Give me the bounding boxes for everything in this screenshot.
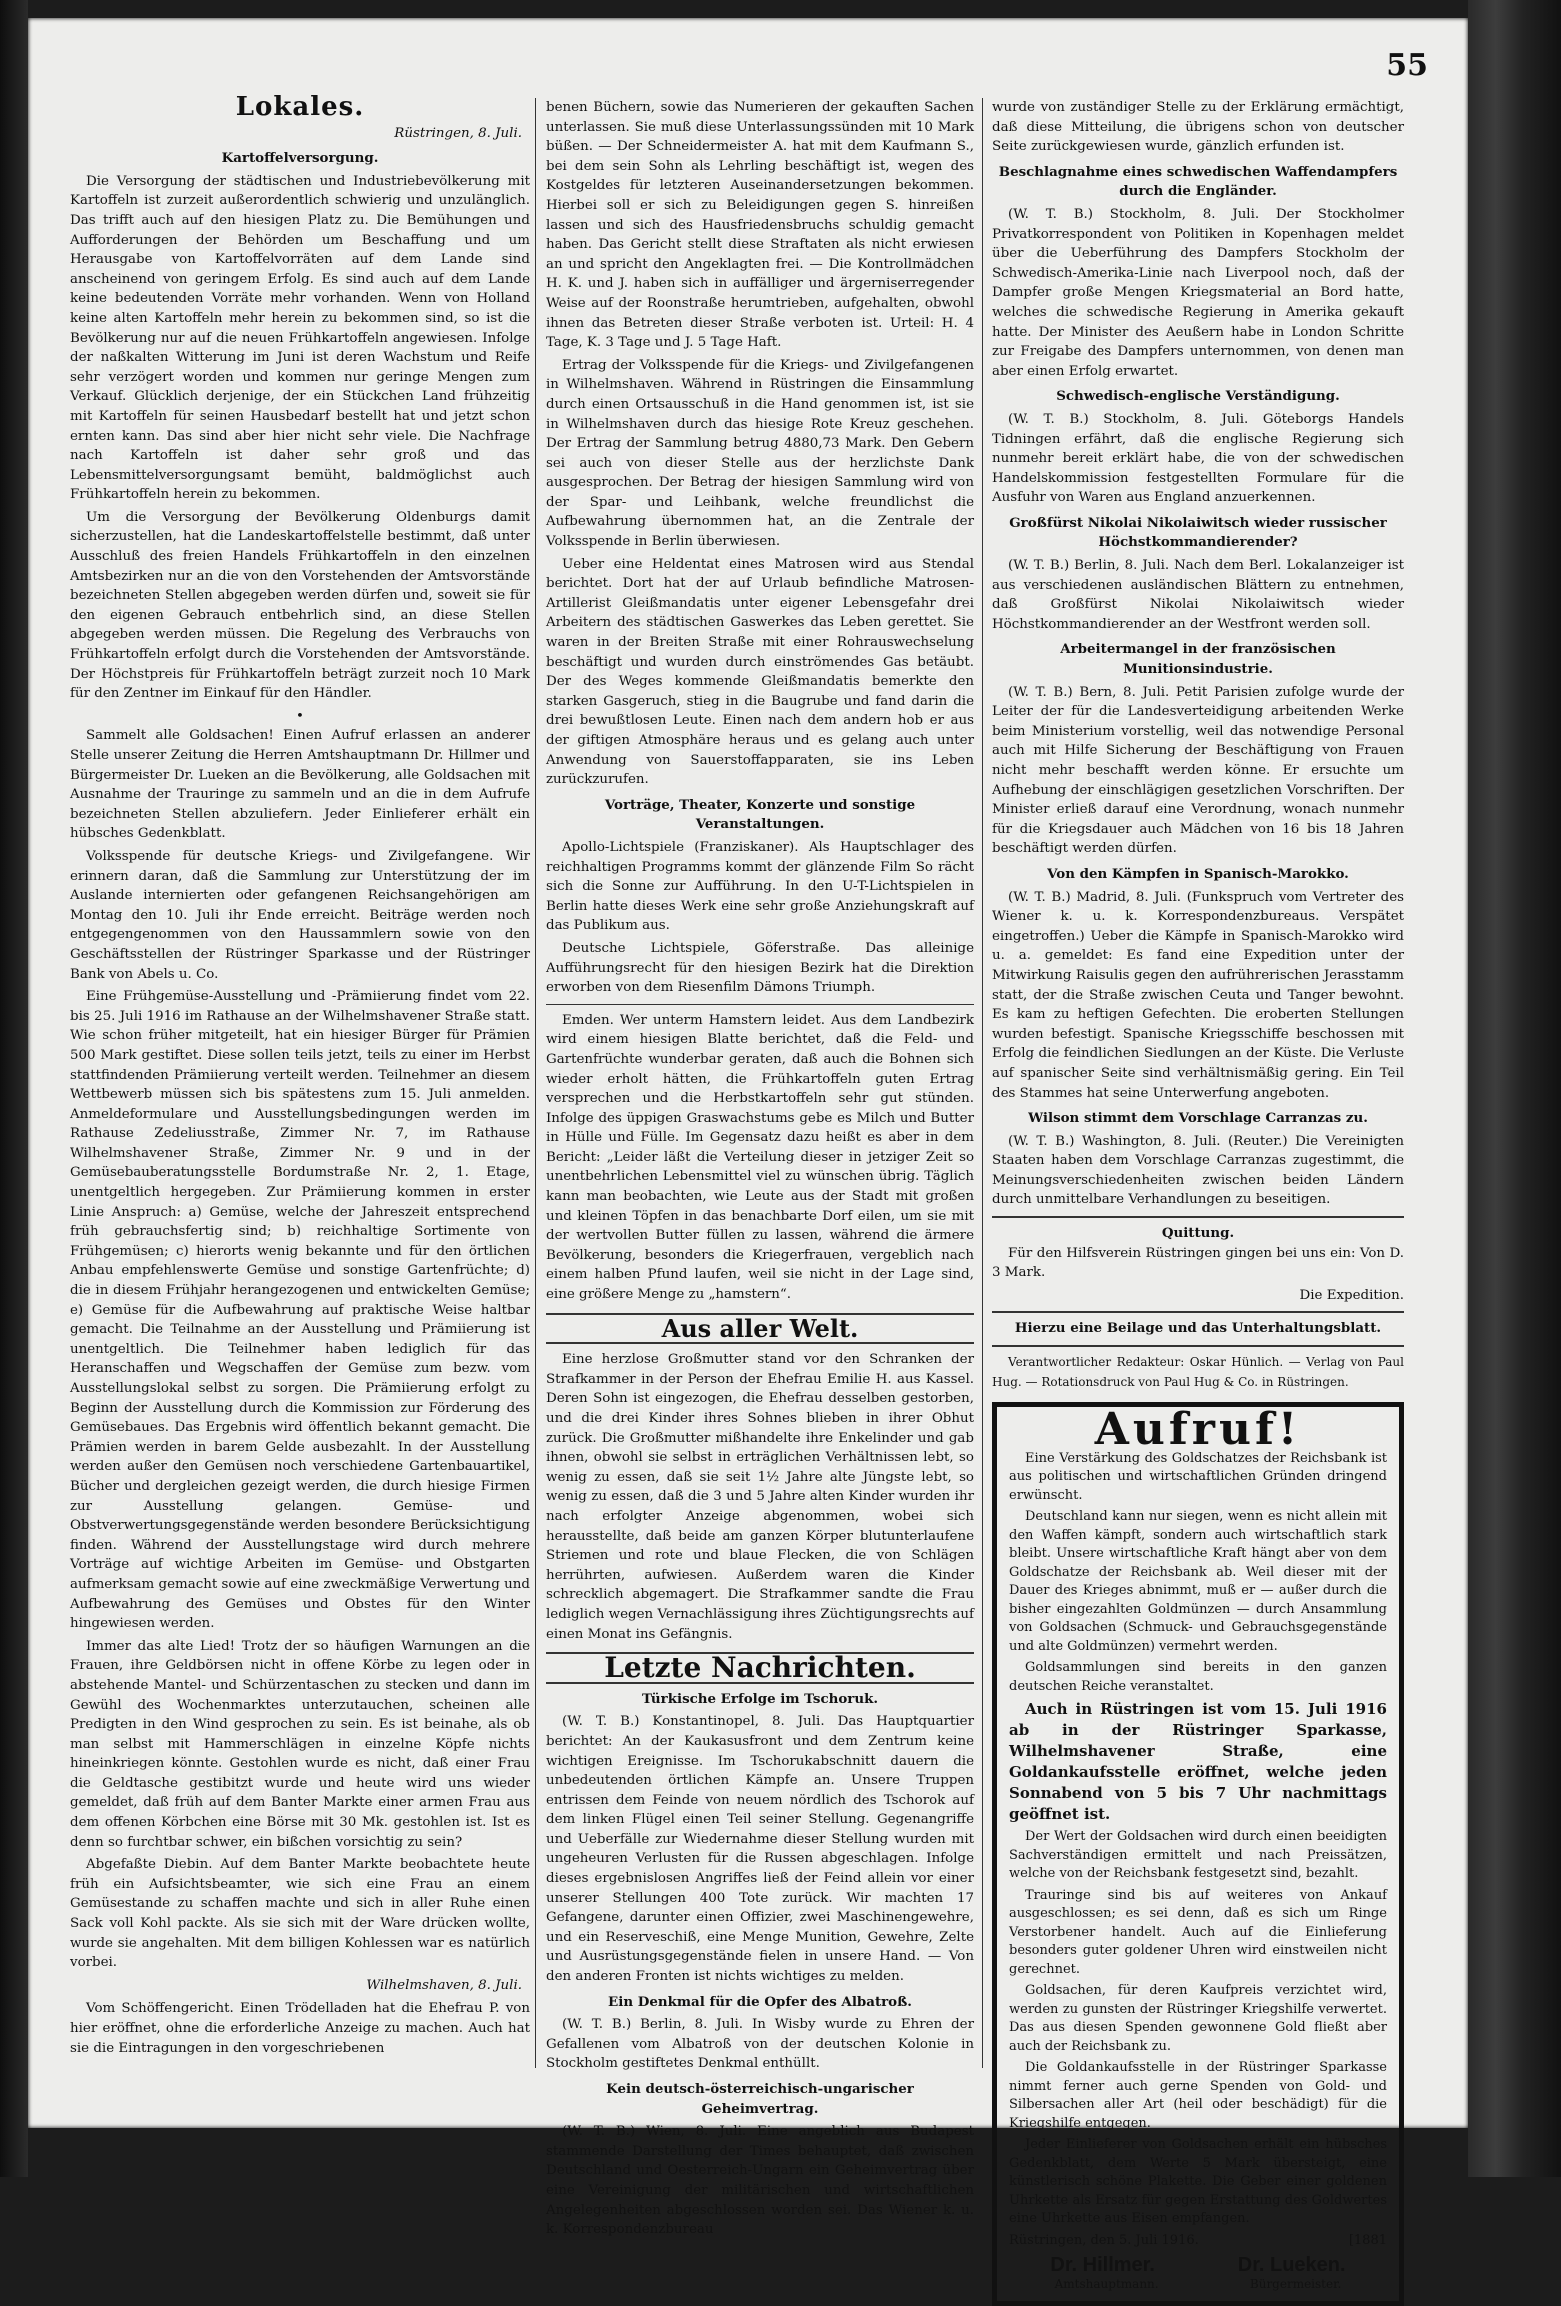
article-heading: Von den Kämpfen in Spanisch-Marokko. <box>1047 865 1349 882</box>
article-paragraph: Ertrag der Volksspende für die Kriegs- und Zivilgefangenen in Wilhelmshaven. Während in Rüstringen die Einsammlung durch einen Ortsausschuß in die Hand genommen ist, ist sie in Wilhelmshaven durch das hiesige Rote Kreuz geschehen. Der Ertrag der Sammlung betrug 4880,73 Mark. Den Gebern sei auch von dieser Stelle aus der herzlichste Dank ausgesprochen. Der Betrag der hiesigen Sammlung wird von der Spar- und Leihbank, welche freundlichst die Aufbewahrung übernommen hat, an die Zentrale der Volksspende in Berlin überwiesen. <box>546 357 974 550</box>
article-heading: Türkische Erfolge im Tschoruk. <box>641 1690 879 1707</box>
article-paragraph: Emden. Wer unterm Hamstern leidet. Aus dem Landbezirk wird einem hiesigen Blatte berichtet, daß die Feld- und Gartenfrüchte wunderbar geraten, daß auch die Bohnen sich wieder erholt hätten, die Frühkartoffeln guten Ertrag versprechen und die Herbstkartoffeln sehr gut stünden. Infolge des üppigen Graswachstums gebe es Milch und Butter in Hülle und Fülle. Im Gegensatz dazu heißt es aber in dem Bericht: „Leider läßt die Verteilung dieser in jetziger Zeit so unentbehrlichen Lebensmittel viel zu wünschen übrig. Täglich kann man beobachten, wie Leute aus der Stadt mit großen und kleinen Töpfen in das benachbarte Dorf eilen, um sie mit der wertvollen Butter füllen zu lassen, während die ärmere Bevölkerung, besonders die Kriegerfrauen, vergeblich nach einem halben Pfund laufen, weil sie nicht in der Lage sind, eine größere Menge zu „hamstern“. <box>546 1012 974 1303</box>
article-paragraph: benen Büchern, sowie das Numerieren der gekauften Sachen unterlassen. Sie muß diese Unterlassungssünden mit 10 Mark büßen. — Der Schneidermeister A. hat mit dem Kaufmann S., bei dem sein Sohn als Lehrling beschäftigt ist, wegen des Kostgeldes für letzteren Auseinandersetzungen bekommen. Hierbei soll er sich zu Beleidigungen gegen S. hinreißen lassen und sich des Hausfriedensbruchs schuldig gemacht haben. Das Gericht stellt diese Straftaten als nicht erwiesen an und spricht den Angeklagten frei. — Die Kontrollmädchen H. K. und J. haben sich in auffälliger und ärgerniserregender Weise auf der Roonstraße herumtrieben, aufgehalten, obwohl ihnen das Betreten dieser Straße verboten ist. Urteil: H. 4 Tage, K. 3 Tage und J. 5 Tage Haft. <box>546 100 974 351</box>
article-paragraph: Immer das alte Lied! Trotz der so häufigen Warnungen an die Frauen, ihre Geldbörsen nicht in offene Körbe zu legen oder in abstehende Mantel- und Schürzentaschen zu stecken und dann im Gewühl des Wochenmarktes unterzutauchen, scheinen alle Predigten in den Wind gesprochen zu sein. Es ist beinahe, als ob man selbst mit Hammerschlägen in einzelne Köpfe nichts hineinkriegen könnte. Gestohlen wurde es nicht, daß einer Frau die Geldtasche gestibitzt wurde und heute wird uns wieder gemeldet, daß früh auf dem Banter Markte einer armen Frau aus dem offenen Körbchen eine Börse mit 30 Mk. gestohlen ist. Ist es denn so furchtbar schwer, ein bißchen vorsichtig zu sein? <box>70 1638 530 1850</box>
ad-paragraph: Jeder Einlieferer von Goldsachen erhält ein hübsches Gedenkblatt, dem Werte 5 Mark übersteigt, eine künstlerisch schöne Plakette. Die Geber einer goldenen Uhrkette als Ersatz für gegen Erstattung des Goldwertes eine Uhrkette aus Eisen empfangen. <box>1009 2137 1387 2227</box>
signature-hillmer: Dr. Hillmer. <box>1050 2254 1155 2277</box>
article-heading: Großfürst Nikolai Nikolaiwitsch wieder russischer Höchstkommandierender? <box>1009 514 1387 551</box>
article-paragraph: (W. T. B.) Washington, 8. Juli. (Reuter.) Die Vereinigten Staaten haben dem Vorschlage Carranzas zugestimmt, die Meinungsverschiedenheiten zwischen beiden Ländern durch unmittelbare Verhandlungen zu beseitigen. <box>992 1133 1404 1208</box>
separator-dot: • <box>296 708 304 724</box>
page-number: 55 <box>1386 48 1428 83</box>
signature-lueken: Dr. Lueken. <box>1237 2254 1346 2277</box>
ad-title: Aufruf! <box>1094 1404 1302 1456</box>
article-paragraph: (W. T. B.) Stockholm, 8. Juli. Der Stockholmer Privatkorrespondent von Politiken in Kopenhagen meldet über die Ueberführung des Dampfers Stockholm der Schwedisch-Amerika-Linie nach Liverpool noch, daß der Dampfer große Mengen Kriegsmaterial an Bord hatte, welches die schwedische Regierung in Amerika gekauft hatte. Der Minister des Aeußern habe in London Schritte zur Freigabe des Dampfers unternommen, von denen man aber einen Erfolg erwartet. <box>992 206 1404 379</box>
article-paragraph: (W. T. B.) Wien, 8. Juli. Eine angeblich aus Budapest stammende Darstellung der Times behauptet, daß zwischen Deutschland und Oesterreich-Ungarn ein Geheimvertrag über eine Vereinigung der militärischen und wirtschaftlichen Angelegenheiten abgeschlossen worden sei. Das Wiener k. u. k. Korrespondenzbureau <box>546 2124 974 2238</box>
role-buergermeister: Bürgermeister. <box>1249 2276 1342 2291</box>
ad-paragraph: Trauringe sind bis auf weiteres von Ankauf ausgeschlossen; es sei denn, daß es sich um Ringe Verstorbener handelt. Auch auf die Einlieferung besonders guter goldener Uhren wird einstweilen nicht gerechnet. <box>1009 1887 1387 1977</box>
article-paragraph: Deutsche Lichtspiele, Göferstraße. Das alleinige Aufführungsrecht für den hiesigen Bezirk hat die Direktion erworben von dem Riesenfilm Dämons Triumph. <box>546 940 974 996</box>
dateline: Wilhelmshaven, 8. Juli. <box>366 1977 522 1993</box>
column-2 <box>546 98 974 2238</box>
ad-date: Rüstringen, den 5. Juli 1916. <box>1009 2232 1199 2248</box>
ad-paragraph: Der Wert der Goldsachen wird durch einen beeidigten Sachverständigen ermittelt und nach Preissätzen, welche von der Reichsbank festgesetzt sind, bezahlt. <box>1009 1829 1387 1882</box>
column-3 <box>992 98 1404 2291</box>
article-paragraph: Ueber eine Heldentat eines Matrosen wird aus Stendal berichtet. Dort hat der auf Urlaub befindliche Matrosen-Artillerist Gleißmandatis unter eigener Lebensgefahr drei Arbeitern des städtischen Gaswerkes das Leben gerettet. Sie waren in der Breiten Straße mit einer Rohrauswechselung beschäftigt und wurden durch einströmendes Gas betäubt. Der des Weges kommende Gleißmandatis bemerkte den starken Gasgeruch, stieg in die Baugrube und fand darin die drei bewußtlosen Leute. Einen nach dem andern hob er aus der giftigen Atmosphäre heraus und es gelang auch unter Anwendung von Sauerstoffapparaten, sie ins Leben zurückzurufen. <box>546 556 974 788</box>
ad-number: [1881 <box>1348 2232 1387 2248</box>
ad-paragraph: Goldsammlungen sind bereits in den ganzen deutschen Reiche veranstaltet. <box>1009 1660 1387 1694</box>
divider <box>992 1216 1404 1218</box>
article-paragraph: (W. T. B.) Bern, 8. Juli. Petit Parisien zufolge wurde der Leiter der für die Landesverteidigung arbeitenden Werke beim Ministerium vorstellig, weil das notwendige Personal auch mit Hilfe Sicherung der Beschäftigung von Frauen nicht mehr beschafft werden könne. Er ersuchte um Aufhebung der einschlägigen gesetzlichen Vorschriften. Der Minister erließ darauf eine Verordnung, wonach nunmehr für die Kriegsdauer auch Mädchen von 16 bis 18 Jahren beschäftigt werden dürfen. <box>992 684 1404 857</box>
quittung-title: Quittung. <box>1161 1225 1235 1242</box>
article-paragraph: (W. T. B.) Madrid, 8. Juli. (Funkspruch vom Vertreter des Wiener k. u. k. Korrespondenzbureaus. Verspätet eingetroffen.) Ueber die Kämpfe in Spanisch-Marokko wird u. a. gemeldet: Es fand eine Expedition unter der Mitwirkung Raisulis gegen den aufrührerischen Jerasstamm statt, der die Straße zwischen Ceuta und Tanger bewohnt. Es kam zu heftigen Gefechten. Die eroberten Stellungen wurden befestigt. Spanische Kriegsschiffe beschossen mit Erfolg die feindlichen Siedlungen an der Küste. Die Verluste auf spanischer Seite sind verhältnismäßig gering. Ein Teil des Stammes hat seine Unterwerfung angeboten. <box>992 889 1404 1101</box>
divider <box>546 1004 974 1005</box>
aufruf-advertisement <box>992 1402 1404 2306</box>
book-spine <box>1468 0 1561 2177</box>
article-paragraph: (W. T. B.) Konstantinopel, 8. Juli. Das Hauptquartier berichtet: An der Kaukasusfront und dem Zentrum keine wichtigen Ereignisse. Im Tschorukabschnitt dauern die unbedeutenden örtlichen Kämpfe an. Unsere Truppen entrissen dem Feinde von neuem nördlich des Tschorok auf dem linken Flügel einen Teil seiner Stellung. Gegenangriffe und Ueberfälle zur Wiedernahme dieser Stellung wurden mit ungeheuren Verlusten für die Russen abgeschlagen. Infolge dieses ergebnislosen Angriffes ließ der Feind allein vor einer unserer Stellungen 400 Tote zurück. Wir machten 17 Gefangene, darunter einen Offizier, zwei Maschinengewehre, und ein Reserveschiß, eine Menge Munition, Gewehre, Zelte und Ausrüstungsgegenstände fielen in unsere Hand. — Von den anderen Fronten ist nichts wichtiges zu melden. <box>546 1714 974 1985</box>
article-paragraph: Abgefaßte Diebin. Auf dem Banter Markte beobachtete heute früh ein Aufsichtsbeamter, wie sich eine Frau an einem Gemüsestande zu schaffen machte und sich in aller Ruhe einen Sack voll Kohl packte. Als sie sich mit der Ware drücken wollte, wurde sie angehalten. Mit dem billigen Kohlessen war es natürlich vorbei. <box>70 1857 530 1971</box>
ad-paragraph: Deutschland kann nur siegen, wenn es nicht allein mit den Waffen kämpft, sondern auch wirtschaftlich stark bleibt. Unsere wirtschaftliche Kraft hängt aber von dem Goldschatze der Reichsbank ab. Weil dieser mit der Dauer des Krieges abnimmt, muß er — außer durch die bisher eingezahlten Goldmünzen — durch Ansammlung von Goldsachen (Schmuck- und Gebrauchsgegenstände und alte Goldmünzen) vermehrt werden. <box>1009 1509 1387 1654</box>
article-heading: Vorträge, Theater, Konzerte und sonstige Veranstaltungen. <box>604 796 916 833</box>
section-title-aus-aller-welt: Aus aller Welt. <box>546 1313 974 1345</box>
ad-paragraph: Goldsachen, für deren Kaufpreis verzichtet wird, werden zu gunsten der Rüstringer Kriegshilfe verwertet. Das aus diesen Spenden gewonnene Gold fließt aber auch der Reichsbank zu. <box>1009 1983 1387 2054</box>
article-paragraph: (W. T. B.) Berlin, 8. Juli. Nach dem Berl. Lokalanzeiger ist aus verschiedenen ausländischen Blättern zu entnehmen, daß Großfürst Nikolai Nikolaiwitsch wieder Höchstkommandierender an der Westfront werden soll. <box>992 558 1404 632</box>
article-paragraph: Eine herzlose Großmutter stand vor den Schranken der Strafkammer in der Person der Ehefrau Emilie H. aus Kassel. Deren Sohn ist eingezogen, die Ehefrau desselben gestorben, und die drei Kinder ihres Sohnes blieben in ihrer Obhut zurück. Die Großmutter mißhandelte ihre Enkelinder und gab ihnen, obwohl sie selbst in erträglichen Verhältnissen lebt, so wenig zu essen, daß sie seit 1½ Jahre alte Jüngste lebt, so wenig zu essen, daß die 3 und 5 Jahre alten Kinder wurden ihr nach erfolgter Anzeige abgenommen, wobei sich herausstellte, daß beide am ganzen Körper blutunterlaufene Striemen und rote und blaue Flecken, die von Schlägen herrührten, aufwiesen. Außerdem waren die Kinder schrecklich abgemagert. Die Strafkammer sandte die Frau lediglich wegen Vernachlässigung ihres Züchtigungsrechts auf einen Monat ins Gefängnis. <box>546 1352 974 1642</box>
article-heading: Schwedisch-englische Verständigung. <box>1056 388 1340 405</box>
beilage-notice: Hierzu eine Beilage und das Unterhaltungsblatt. <box>1014 1320 1382 1337</box>
article-paragraph: Vom Schöffengericht. Einen Trödelladen hat die Ehefrau P. von hier eröffnet, ohne die erforderliche Anzeige zu machen. Auch hat sie die Eintragungen in den vorgeschriebenen <box>70 2001 530 2056</box>
article-paragraph: Um die Versorgung der Bevölkerung Oldenburgs damit sicherzustellen, hat die Landeskartoffelstelle bestimmt, daß unter Ausschluß des freien Handels Frühkartoffeln in den einzelnen Amtsbezirken nur an die von den Vorstehenden der Amtsvorstände bezeichneten Stellen abgegeben werden dürfen und, soweit sie für den eigenen Gebrauch entbehrlich sind, an diese Stellen abgegeben werden müssen. Die Regelung des Verbrauchs von Frühkartoffeln erfolgt durch die Vorstehenden der Amtsvorstände. Der Höchstpreis für Frühkartoffeln beträgt zurzeit noch 10 Mark für den Zentner im Einkauf für den Händler. <box>70 509 530 702</box>
article-paragraph: Sammelt alle Goldsachen! Einen Aufruf erlassen an anderer Stelle unserer Zeitung die Herren Amtshauptmann Dr. Hillmer und Bürgermeister Dr. Lueken an die Bevölkerung, alle Goldsachen mit Ausnahme der Trauringe zu sammeln und an die in dem Aufrufe bezeichneten Stellen abzuliefern. Jeder Einlieferer erhält ein hübsches Gedenkblatt. <box>70 728 530 842</box>
article-paragraph: (W. T. B.) Berlin, 8. Juli. In Wisby wurde zu Ehren der Gefallenen vom Albatroß von der deutschen Kolonie in Stockholm gestiftetes Denkmal enthüllt. <box>546 2017 974 2072</box>
left-page-edge <box>0 0 28 2177</box>
article-heading: Kartoffelversorgung. <box>221 150 379 167</box>
newspaper-page <box>28 18 1468 2291</box>
section-title-lokales: Lokales. <box>235 92 365 122</box>
impressum: Verantwortlicher Redakteur: Oskar Hünlich. — Verlag von Paul Hug. — Rotationsdruck von Paul Hug & Co. in Rüstringen. <box>992 1355 1404 1389</box>
article-heading: Beschlagnahme eines schwedischen Waffendampfers durch die Engländer. <box>998 163 1398 200</box>
divider <box>992 1311 1404 1313</box>
ad-paragraph-highlight: Auch in Rüstringen ist vom 15. Juli 1916 ab in der Rüstringer Sparkasse, Wilhelmshavener Straße, eine Goldankaufsstelle eröffnet, welche jeden Sonnabend von 5 bis 7 Uhr nachmittags geöffnet ist. <box>1009 1700 1387 1824</box>
quittung-text: Für den Hilfsverein Rüstringen gingen bei uns ein: Von D. 3 Mark. <box>992 1245 1404 1281</box>
article-heading: Wilson stimmt dem Vorschlage Carranzas zu. <box>1028 1110 1368 1127</box>
article-heading: Arbeitermangel in der französischen Munitionsindustrie. <box>1060 641 1336 678</box>
ad-paragraph: Die Goldankaufsstelle in der Rüstringer Sparkasse nimmt ferner auch gerne Spenden von Gold- und Silbersachen aller Art (heil oder beschädigt) für die Kriegshilfe entgegen. <box>1009 2060 1387 2131</box>
article-paragraph: (W. T. B.) Stockholm, 8. Juli. Göteborgs Handels Tidningen erfährt, daß die englische Regierung sich nunmehr bereit erklärt habe, die von der schwedischen Handelskommission festgestellten Formulare für die Ausfuhr von Waren aus England anzuerkennen. <box>992 411 1404 506</box>
dateline: Rüstringen, 8. Juli. <box>394 125 522 141</box>
column-rule <box>982 98 983 2068</box>
divider <box>992 1345 1404 1347</box>
role-amtshauptmann: Amtshauptmann. <box>1054 2276 1159 2291</box>
section-title-letzte-nachrichten: Letzte Nachrichten. <box>546 1652 974 1684</box>
article-paragraph: Volksspende für deutsche Kriegs- und Zivilgefangene. Wir erinnern daran, daß die Sammlung zur Unterstützung der im Auslande internierten oder gefangenen Reichsangehörigen am Montag den 10. Juli ihr Ende erreicht. Beiträge werden noch entgegengenommen von den Haussammlern sowie von den Geschäftsstellen der Rüstringer Sparkasse und der Rüstringer Bank von Abels u. Co. <box>70 848 530 982</box>
column-1 <box>70 92 530 2088</box>
quittung-signature: Die Expedition. <box>1299 1287 1404 1303</box>
ad-paragraph: Eine Verstärkung des Goldschatzes der Reichsbank ist aus politischen und wirtschaftlichen Gründen dringend erwünscht. <box>1009 1450 1387 1503</box>
article-paragraph: Apollo-Lichtspiele (Franziskaner). Als Hauptschlager des reichhaltigen Programms kommt der glänzende Film So rächt sich die Sonne zur Aufführung. In den U-T-Lichtspielen in Berlin hatte dieses Werk eine sehr große Anziehungskraft auf das Publikum aus. <box>546 839 974 934</box>
article-paragraph: wurde von zuständiger Stelle zu der Erklärung ermächtigt, daß diese Mitteilung, die übrigens schon von deutscher Seite zurückgewiesen wurde, gänzlich erfunden ist. <box>992 100 1404 155</box>
column-rule <box>535 98 536 2068</box>
article-paragraph: Eine Frühgemüse-Ausstellung und -Prämiierung findet vom 22. bis 25. Juli 1916 im Rathause an der Wilhelmshavener Straße statt. Wie schon früher mitgeteilt, hat ein hiesiger Bürger für Prämien 500 Mark gestiftet. Diese sollen teils jetzt, teils zu einer im Herbst stattfindenden Prämiierung verteilt werden. Teilnehmer an diesem Wettbewerb müssen sich bis spätestens zum 15. Juli anmelden. Anmeldeformulare und Ausstellungsbedingungen werden im Rathause Zedeliusstraße, Zimmer Nr. 7, im Rathause Wilhelmshavener Straße, Zimmer Nr. 9 und in der Gemüsebauberatungsstelle Bordumstraße Nr. 2, 1. Etage, unentgeltlich hergegeben. Zur Prämiierung kommen in erster Linie Anspruch: a) Gemüse, welche der Jahreszeit entsprechend früh gebrauchsfertig sind; b) reichhaltige Sortimente von Frühgemüsen; c) hierorts wenig bekannte und für den örtlichen Anbau empfehlenswerte Gemüse und sonstige Gartenfrüchte; d) die in diesem Frühjahr herangezogenen und entwickelten Gemüse; e) Gemüse für die Aufbewahrung auf praktische Weise haltbar gemacht. Die Teilnahme an der Ausstellung und Prämiierung ist unentgeltlich. Die Teilnehmer haben lediglich für das Heranschaffen und Wegschaffen der Gemüse zum bezw. vom Ausstellungslokal selbst zu sorgen. Die Prämiierung erfolgt zu Beginn der Ausstellung durch die Kommission zur Förderung des Gemüsebaues. Das Ergebnis wird öffentlich bekannt gemacht. Die Prämien werden in barem Gelde ausbezahlt. In der Ausstellung werden außer den Gemüsen noch verschiedene Gartenbauartikel, Bücher und dergleichen gezeigt werden, die durch hiesige Firmen zur Ausstellung gelangen. Gemüse- und Obstverwertungsgegenstände werden besondere Berücksichtigung finden. Während der Ausstellungstage wird durch mehrere Vorträge auf wichtige Arbeiten im Gemüse- und Obstgarten aufmerksam gemacht sowie auf eine zweckmäßige Verwertung und Aufbewahrung des Gemüses und Obstes für den Winter hingewiesen werden. <box>70 989 530 1632</box>
article-heading: Kein deutsch-österreichisch-ungarischer Geheimvertrag. <box>606 2081 914 2117</box>
article-heading: Ein Denkmal für die Opfer des Albatroß. <box>608 1993 912 2010</box>
article-paragraph: Die Versorgung der städtischen und Industriebevölkerung mit Kartoffeln ist zurzeit außerordentlich schwierig und unzulänglich. Das trifft auch auf den hiesigen Platz zu. Die Bemühungen und Aufforderungen der Behörden um Beschaffung und um Herausgabe von Kartoffelvorräten auf dem Lande sind anscheinend von geringem Erfolg. Es sind auch auf dem Lande keine bedeutenden Vorräte mehr vorhanden. Wenn von Holland keine alten Kartoffeln mehr herein zu bekommen sind, so ist die Bevölkerung nur auf die neuen Frühkartoffeln angewiesen. Infolge der naßkalten Witterung im Juni ist deren Wachstum und Reife sehr verzögert worden und kommen nur geringe Mengen zum Verkauf. Glücklich derjenige, der ein Stückchen Land frühzeitig mit Kartoffeln für seinen Hausbedarf bestellt hat und jetzt schon ernten kann. Das sind aber hier nicht sehr viele. Die Nachfrage nach Kartoffeln ist daher sehr groß und das Lebensmittelversorgungsamt bemüht, baldmöglichst auch Frühkartoffeln herein zu bekommen. <box>70 173 530 503</box>
